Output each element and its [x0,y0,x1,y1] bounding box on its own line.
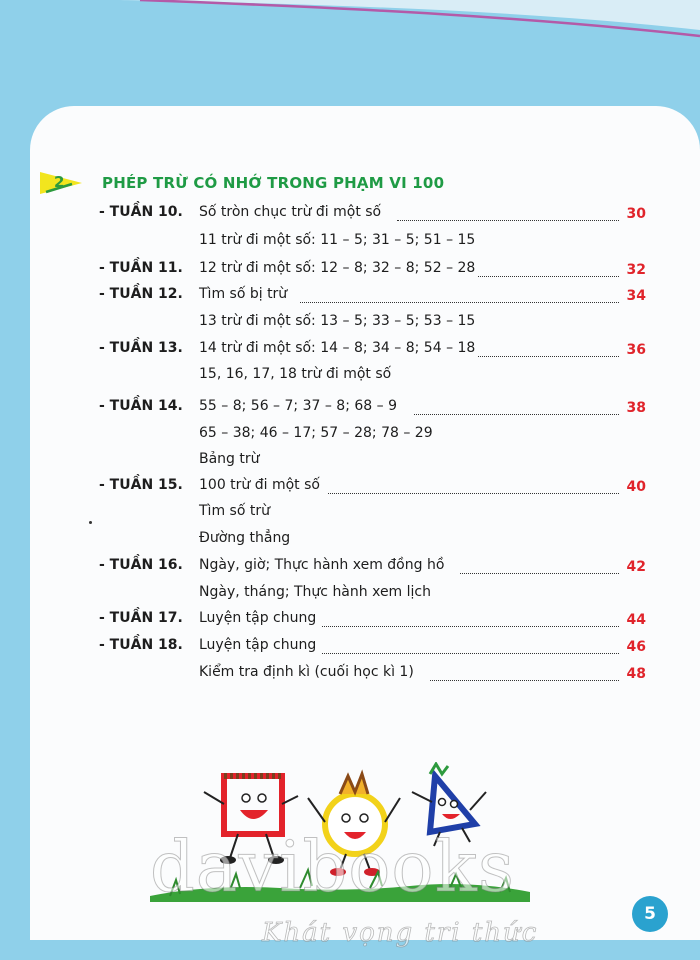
topic-text: 15, 16, 17, 18 trừ đi một số [199,366,392,382]
topic-text: 100 trừ đi một số [199,477,320,493]
page-number: 30 [626,206,646,222]
topic-text: Ngày, tháng; Thực hành xem lịch [199,584,431,600]
dot-leader [460,557,619,574]
topic-text: 65 – 38; 46 – 17; 57 – 28; 78 – 29 [199,425,433,441]
week-label: - TUẦN 15. [99,477,183,493]
week-label: - TUẦN 17. [99,610,183,626]
week-label: - TUẦN 14. [99,398,183,414]
topic-text: 11 trừ đi một số: 11 – 5; 31 – 5; 51 – 15 [199,232,476,248]
top-decoration [0,0,700,40]
week-label: - TUẦN 16. [99,557,183,573]
watermark-slogan: Khát vọng tri thức [262,918,539,948]
toc-row [0,286,700,312]
dot-leader [322,637,619,654]
topic-text: Đường thẳng [199,530,291,546]
topic-text: Luyện tập chung [199,610,317,626]
dot-leader [328,477,619,494]
week-label: - TUẦN 11. [99,260,183,276]
toc-row [0,425,700,451]
page-folio-badge: 5 [632,896,668,932]
topic-text: 13 trừ đi một số: 13 – 5; 33 – 5; 53 – 15 [199,313,476,329]
dot-leader [322,610,619,627]
section-title: PHÉP TRỪ CÓ NHỚ TRONG PHẠM VI 100 [102,174,445,192]
toc-row [0,398,700,424]
toc-row [0,340,700,366]
dot-leader [414,398,619,415]
toc-row [0,664,700,690]
toc-row [0,584,700,610]
topic-text: 55 – 8; 56 – 7; 37 – 8; 68 – 9 [199,398,397,414]
topic-text: Luyện tập chung [199,637,317,653]
toc-row [0,204,700,230]
week-label: - TUẦN 10. [99,204,183,220]
toc-row [0,557,700,583]
page-number: 38 [626,400,646,416]
dot-leader [430,664,619,681]
week-label: - TUẦN 12. [99,286,183,302]
toc-row [0,637,700,663]
page-number: 32 [626,262,646,278]
topic-text: Ngày, giờ; Thực hành xem đồng hồ [199,557,445,573]
dot-leader [478,260,619,277]
page-number: 42 [626,559,646,575]
topic-text: Tìm số bị trừ [199,286,288,302]
toc-row [0,313,700,339]
week-label: - TUẦN 13. [99,340,183,356]
dot-leader [300,286,619,303]
topic-text: Tìm số trừ [199,503,270,519]
section-heading [38,170,458,198]
dot-leader [478,340,619,357]
topic-text: 12 trừ đi một số: 12 – 8; 32 – 8; 52 – 28 [199,260,476,276]
toc-row [0,477,700,503]
topic-text: 14 trừ đi một số: 14 – 8; 34 – 8; 54 – 18 [199,340,476,356]
dot-leader [397,204,619,221]
page-number: 34 [626,288,646,304]
week-label: - TUẦN 18. [99,637,183,653]
toc-row [0,260,700,286]
stray-dot [89,521,92,524]
topic-text: Số tròn chục trừ đi một số [199,204,382,220]
toc-row [0,530,700,556]
toc-row [0,232,700,258]
topic-text: Kiểm tra định kì (cuối học kì 1) [199,664,414,680]
page-number: 44 [626,612,646,628]
page-number: 48 [626,666,646,682]
page-number: 40 [626,479,646,495]
toc-row [0,610,700,636]
watermark-brand: davibooks [150,826,515,908]
toc-row [0,366,700,392]
section-number: 2 [54,173,65,191]
topic-text: Bảng trừ [199,451,260,467]
page-number: 46 [626,639,646,655]
toc-row [0,451,700,477]
page-number: 36 [626,342,646,358]
toc-row [0,503,700,529]
